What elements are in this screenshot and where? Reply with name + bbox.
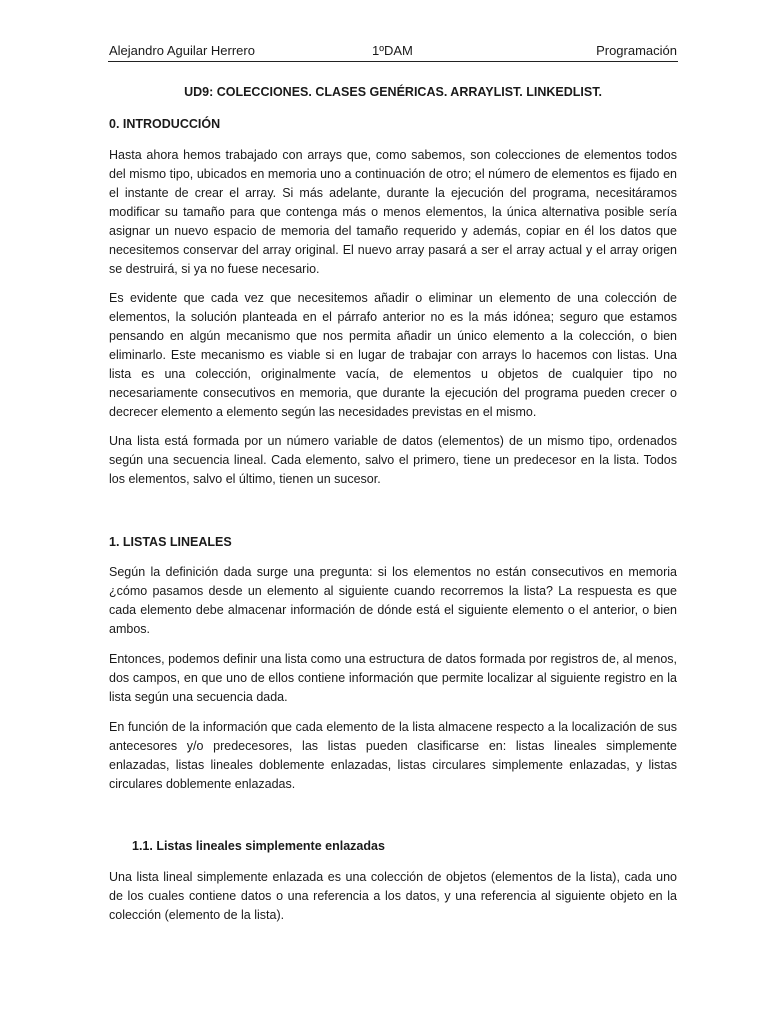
subsection-heading-simplemente-enlazadas: 1.1. Listas lineales simplemente enlazadas (132, 839, 385, 853)
paragraph: Entonces, podemos definir una lista como una estructura de datos formada por registros de, al menos, dos campos, en que uno de ellos contiene información que permite localizar al siguiente registro en la lista según una secuencia dada. (109, 652, 677, 704)
header-author: Alejandro Aguilar Herrero (109, 43, 255, 58)
paragraph: Es evidente que cada vez que necesitemos añadir o eliminar un elemento de una colección de elementos, la solución planteada en el párrafo anterior no es la más idónea; seguro que estamos pensando en algún mecanismo que nos permita añadir un único elemento a la colección, o bien eliminarlo. Este mecanismo es viable si en lugar de trabajar con arrays lo hacemos con listas. Una lista es una colección, originalmente vacía, de elementos u objetos de cualquier tipo no necesariamente consecutivos en memoria, que durante la ejecución del programa pueden crecer o decrecer elemento a elemento según las necesidades previstas en el mismo. (109, 291, 677, 419)
document-title: UD9: COLECCIONES. CLASES GENÉRICAS. ARRAYLIST. LINKEDLIST. (184, 85, 602, 99)
paragraph: Una lista lineal simplemente enlazada es una colección de objetos (elementos de la lista), cada uno de los cuales contiene datos o una referencia a los datos, y una referencia al siguiente objeto en la colección (elemento de la lista). (109, 870, 677, 922)
header-subject: Programación (596, 43, 677, 58)
paragraph: Hasta ahora hemos trabajado con arrays que, como sabemos, son colecciones de elementos todos del mismo tipo, ubicados en memoria uno a continuación de otro; el número de elementos es fijado en el instante de crear el array. Si más adelante, durante la ejecución del programa, necesitáramos modificar su tamaño para que contenga más o menos elementos, la única alternativa posible sería asignar un nuevo espacio de memoria del tamaño requerido y además, copiar en él los datos que necesitemos conservar del array original. El nuevo array pasará a ser el array actual y el array origen se destruirá, si ya no fuese necesario. (109, 148, 677, 276)
header-course: 1ºDAM (372, 43, 413, 58)
paragraph: En función de la información que cada elemento de la lista almacene respecto a la localización de sus antecesores y/o predecesores, las listas pueden clasificarse en: listas lineales simplemente enlazadas, listas lineales doblemente enlazadas, listas circulares simplemente enlazadas, y listas circulares doblemente enlazadas. (109, 720, 677, 791)
section-heading-listas-lineales: 1. LISTAS LINEALES (109, 535, 232, 549)
section-heading-introduccion: 0. INTRODUCCIÓN (109, 117, 221, 131)
paragraph: Según la definición dada surge una pregunta: si los elementos no están consecutivos en memoria ¿cómo pasamos desde un elemento al siguiente cuando recorremos la lista? La respuesta es que cada elemento debe almacenar información de dónde está el siguiente elemento o el anterior, o bien ambos. (109, 565, 677, 636)
paragraph: Una lista está formada por un número variable de datos (elementos) de un mismo tipo, ordenados según una secuencia lineal. Cada elemento, salvo el primero, tiene un predecesor en la lista. Todos los elementos, salvo el último, tienen un sucesor. (109, 434, 677, 486)
page-header (108, 43, 678, 62)
